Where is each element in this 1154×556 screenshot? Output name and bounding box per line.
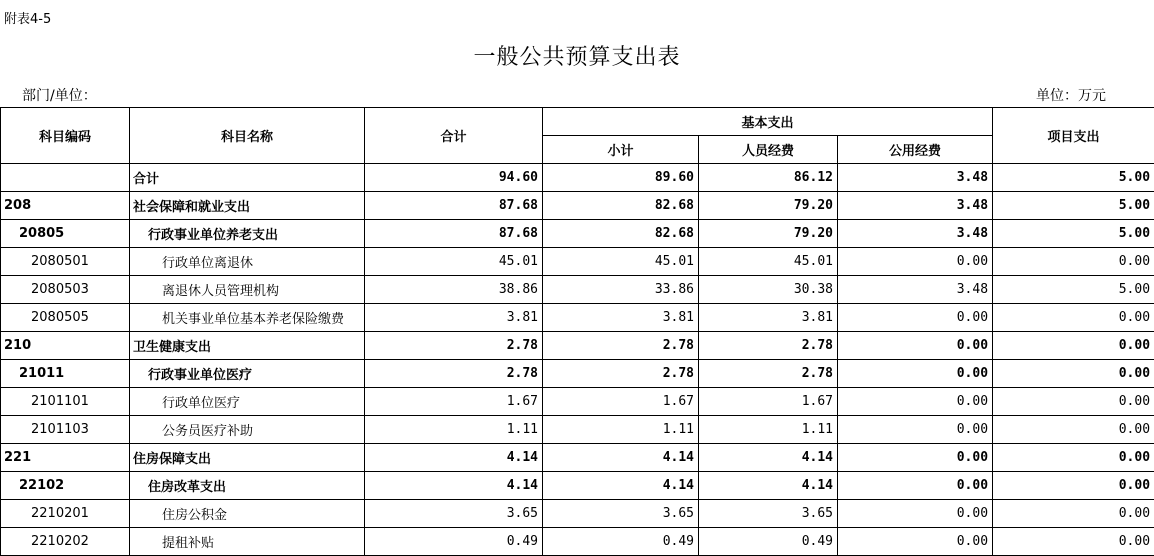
row-project-cell: 5.00: [993, 192, 1154, 220]
row-project-cell: 0.00: [993, 388, 1154, 416]
row-total-cell: 87.68: [365, 220, 543, 248]
row-personnel-cell: 79.20: [699, 192, 838, 220]
row-personnel-cell: 45.01: [699, 248, 838, 276]
row-public-cell: 0.00: [838, 360, 993, 388]
table-row: [1, 332, 1154, 360]
row-name-cell: 社会保障和就业支出: [130, 192, 365, 220]
row-public-cell: 0.00: [838, 332, 993, 360]
row-subtotal-cell: 82.68: [543, 220, 699, 248]
row-project-cell: 0.00: [993, 332, 1154, 360]
row-personnel-cell: 0.49: [699, 528, 838, 556]
table-row: [1, 360, 1154, 388]
row-project-cell: 0.00: [993, 500, 1154, 528]
row-total-cell: 0.49: [365, 528, 543, 556]
row-code-cell: [1, 164, 130, 192]
row-code-cell: 2101103: [1, 416, 130, 444]
header-total: 合计: [365, 108, 543, 164]
table-row: [1, 388, 1154, 416]
row-total-cell: 87.68: [365, 192, 543, 220]
row-project-cell: 5.00: [993, 220, 1154, 248]
row-public-cell: 0.00: [838, 472, 993, 500]
row-total-cell: 2.78: [365, 360, 543, 388]
header-project: 项目支出: [993, 108, 1154, 164]
row-project-cell: 5.00: [993, 276, 1154, 304]
row-subtotal-cell: 4.14: [543, 472, 699, 500]
row-public-cell: 0.00: [838, 304, 993, 332]
row-name-cell: 行政单位离退休: [130, 248, 365, 276]
row-subtotal-cell: 33.86: [543, 276, 699, 304]
budget-expenditure-table: [0, 107, 1154, 556]
row-code-cell: 2210201: [1, 500, 130, 528]
row-subtotal-cell: 1.67: [543, 388, 699, 416]
row-subtotal-cell: 82.68: [543, 192, 699, 220]
row-name-cell: 机关事业单位基本养老保险缴费: [130, 304, 365, 332]
row-total-cell: 1.11: [365, 416, 543, 444]
row-personnel-cell: 3.65: [699, 500, 838, 528]
row-name-cell: 行政事业单位养老支出: [130, 220, 365, 248]
table-row: [1, 528, 1154, 556]
row-total-cell: 4.14: [365, 472, 543, 500]
row-total-cell: 3.65: [365, 500, 543, 528]
row-name-cell: 行政单位医疗: [130, 388, 365, 416]
row-total-cell: 1.67: [365, 388, 543, 416]
row-subtotal-cell: 3.65: [543, 500, 699, 528]
row-personnel-cell: 1.11: [699, 416, 838, 444]
row-code-cell: 20805: [1, 220, 130, 248]
row-public-cell: 0.00: [838, 500, 993, 528]
row-total-cell: 38.86: [365, 276, 543, 304]
row-name-cell: 行政事业单位医疗: [130, 360, 365, 388]
row-total-cell: 45.01: [365, 248, 543, 276]
row-code-cell: 208: [1, 192, 130, 220]
header-code: 科目编码: [1, 108, 130, 164]
department-label: 部门/单位：: [22, 85, 97, 105]
table-body: [1, 164, 1154, 556]
row-project-cell: 0.00: [993, 416, 1154, 444]
row-name-cell: 提租补贴: [130, 528, 365, 556]
row-subtotal-cell: 1.11: [543, 416, 699, 444]
row-code-cell: 2210202: [1, 528, 130, 556]
table-row: [1, 276, 1154, 304]
row-personnel-cell: 30.38: [699, 276, 838, 304]
row-personnel-cell: 79.20: [699, 220, 838, 248]
row-public-cell: 3.48: [838, 164, 993, 192]
annex-label: 附表4-5: [4, 8, 51, 27]
row-subtotal-cell: 3.81: [543, 304, 699, 332]
row-public-cell: 3.48: [838, 192, 993, 220]
row-project-cell: 0.00: [993, 444, 1154, 472]
row-name-cell: 离退休人员管理机构: [130, 276, 365, 304]
row-code-cell: 210: [1, 332, 130, 360]
row-public-cell: 0.00: [838, 444, 993, 472]
row-subtotal-cell: 4.14: [543, 444, 699, 472]
row-personnel-cell: 4.14: [699, 444, 838, 472]
row-personnel-cell: 2.78: [699, 360, 838, 388]
page-title: 一般公共预算支出表: [0, 40, 1154, 71]
table-row: [1, 220, 1154, 248]
row-subtotal-cell: 89.60: [543, 164, 699, 192]
row-project-cell: 0.00: [993, 304, 1154, 332]
row-subtotal-cell: 2.78: [543, 332, 699, 360]
row-name-cell: 住房公积金: [130, 500, 365, 528]
row-public-cell: 3.48: [838, 276, 993, 304]
header-personnel: 人员经费: [699, 136, 838, 164]
row-project-cell: 0.00: [993, 528, 1154, 556]
row-code-cell: 2080505: [1, 304, 130, 332]
row-personnel-cell: 86.12: [699, 164, 838, 192]
row-code-cell: 21011: [1, 360, 130, 388]
row-total-cell: 3.81: [365, 304, 543, 332]
row-project-cell: 5.00: [993, 164, 1154, 192]
header-public: 公用经费: [838, 136, 993, 164]
row-code-cell: 22102: [1, 472, 130, 500]
row-total-cell: 94.60: [365, 164, 543, 192]
row-project-cell: 0.00: [993, 248, 1154, 276]
row-personnel-cell: 4.14: [699, 472, 838, 500]
row-personnel-cell: 2.78: [699, 332, 838, 360]
table-row: [1, 304, 1154, 332]
table-row: [1, 164, 1154, 192]
row-code-cell: 221: [1, 444, 130, 472]
row-code-cell: 2080501: [1, 248, 130, 276]
row-subtotal-cell: 2.78: [543, 360, 699, 388]
row-code-cell: 2101101: [1, 388, 130, 416]
row-subtotal-cell: 45.01: [543, 248, 699, 276]
row-name-cell: 卫生健康支出: [130, 332, 365, 360]
header-name: 科目名称: [130, 108, 365, 164]
header-basic: 基本支出: [543, 108, 993, 136]
row-total-cell: 4.14: [365, 444, 543, 472]
row-name-cell: 公务员医疗补助: [130, 416, 365, 444]
row-project-cell: 0.00: [993, 472, 1154, 500]
row-personnel-cell: 3.81: [699, 304, 838, 332]
row-public-cell: 0.00: [838, 416, 993, 444]
row-name-cell: 住房保障支出: [130, 444, 365, 472]
table-row: [1, 444, 1154, 472]
row-personnel-cell: 1.67: [699, 388, 838, 416]
row-name-cell: 合计: [130, 164, 365, 192]
row-public-cell: 0.00: [838, 248, 993, 276]
table-row: [1, 248, 1154, 276]
table-row: [1, 500, 1154, 528]
table-row: [1, 416, 1154, 444]
row-public-cell: 0.00: [838, 388, 993, 416]
table-row: [1, 472, 1154, 500]
header-subtotal: 小计: [543, 136, 699, 164]
row-project-cell: 0.00: [993, 360, 1154, 388]
row-name-cell: 住房改革支出: [130, 472, 365, 500]
row-total-cell: 2.78: [365, 332, 543, 360]
row-public-cell: 3.48: [838, 220, 993, 248]
row-code-cell: 2080503: [1, 276, 130, 304]
row-subtotal-cell: 0.49: [543, 528, 699, 556]
row-public-cell: 0.00: [838, 528, 993, 556]
unit-label: 单位：万元: [1036, 85, 1106, 105]
table-row: [1, 192, 1154, 220]
